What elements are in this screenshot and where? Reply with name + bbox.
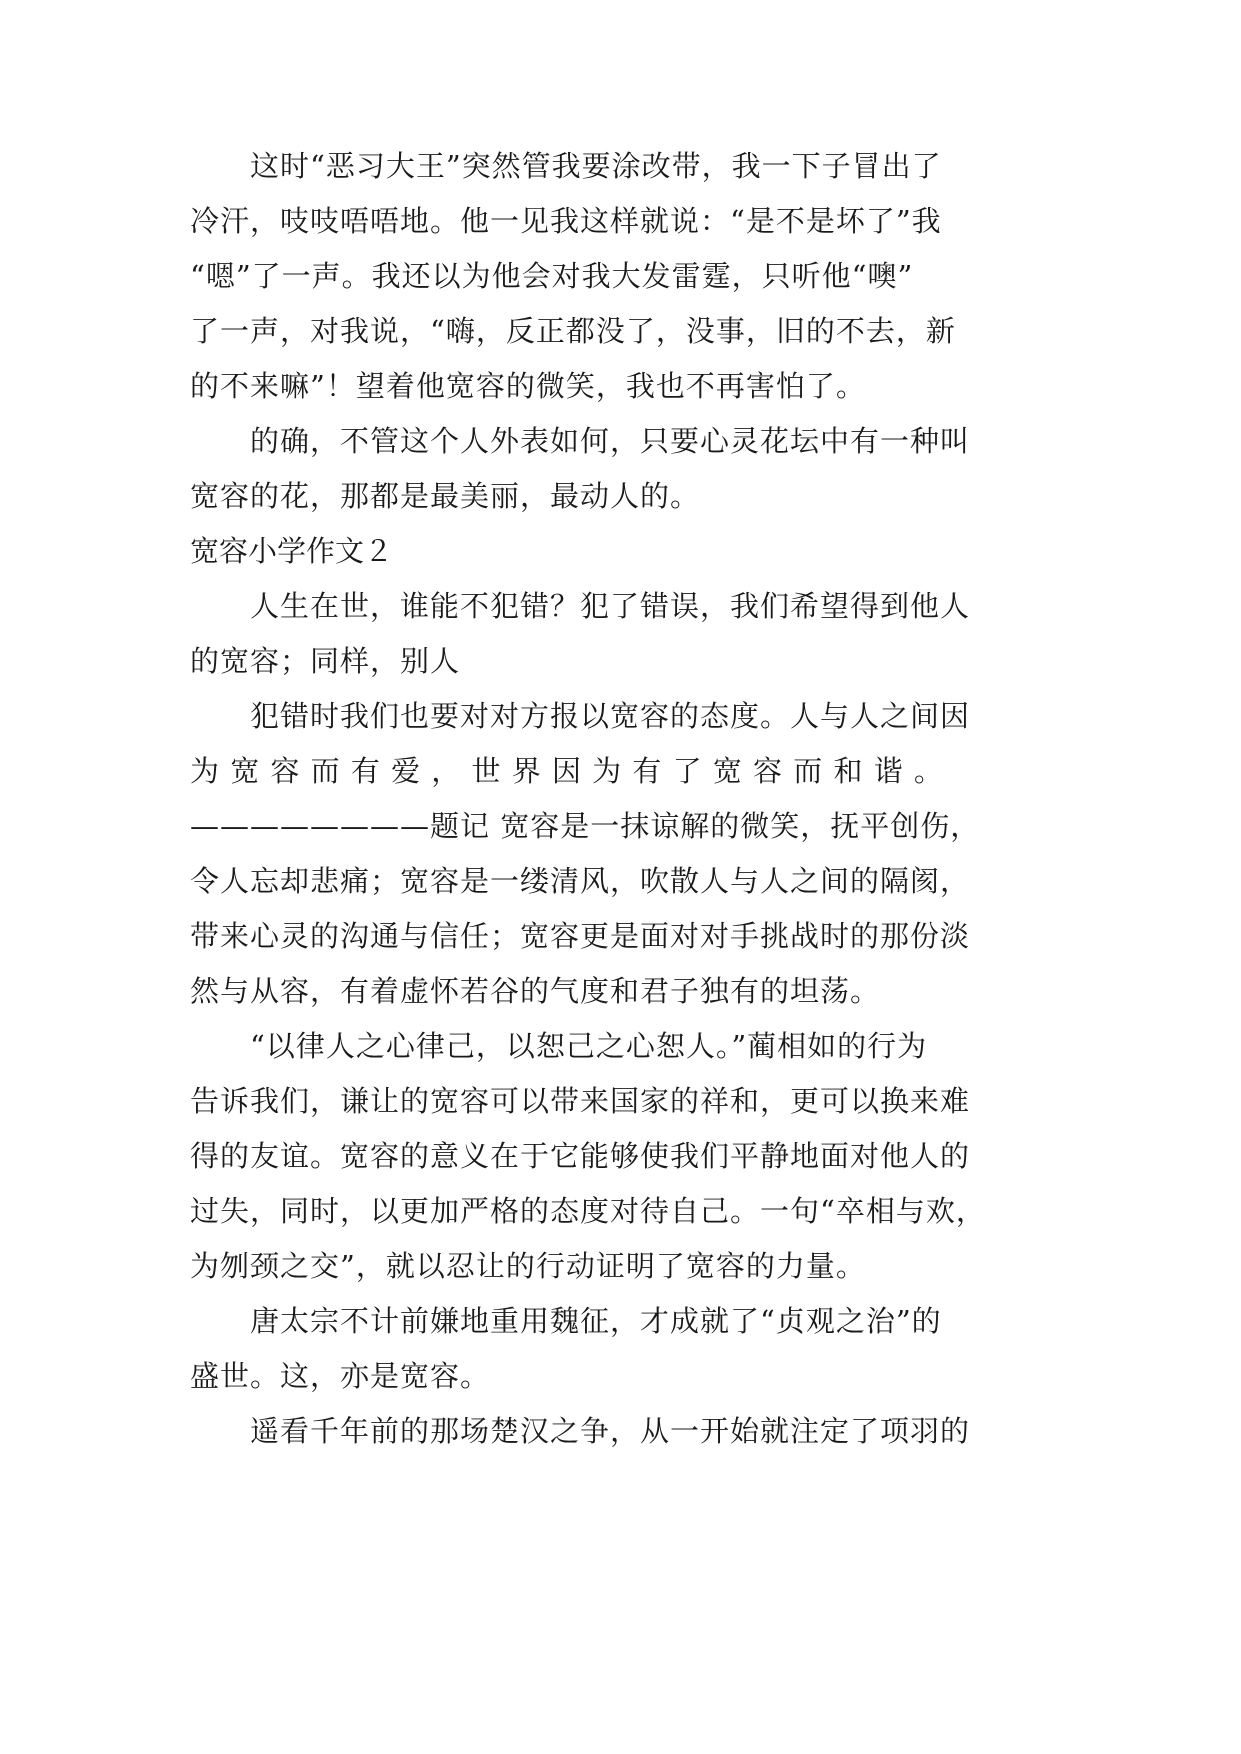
text-line: 盛世。这，亦是宽容。 bbox=[190, 1359, 491, 1393]
text-line: 冷汗，吱吱唔唔地。他一见我这样就说：“是不是坏了”我 bbox=[190, 204, 942, 238]
text-line: 带来心灵的沟通与信任；宽容更是面对对手挑战时的那份淡 bbox=[190, 919, 971, 953]
text-line: 为 宽 容 而 有 爱 ， 世 界 因 为 有 了 宽 容 而 和 谐 。 bbox=[190, 754, 944, 788]
text-line: 的不来嘛”！望着他宽容的微笑，我也不再害怕了。 bbox=[190, 369, 866, 403]
text-line: 令人忘却悲痛；宽容是一缕清风，吹散人与人之间的隔阂， bbox=[190, 864, 971, 898]
text-line: 然与从容，有着虚怀若谷的气度和君子独有的坦荡。 bbox=[190, 974, 881, 1008]
text-line: 遥看千年前的那场楚汉之争，从一开始就注定了项羽的 bbox=[250, 1414, 971, 1448]
text-line: 唐太宗不计前嫌地重用魏征，才成就了“贞观之治”的 bbox=[250, 1304, 942, 1338]
text-line: 告诉我们，谦让的宽容可以带来国家的祥和，更可以换来难 bbox=[190, 1084, 971, 1118]
text-line: 这时“恶习大王”突然管我要涂改带，我一下子冒出了 bbox=[250, 149, 942, 183]
text-line: 犯错时我们也要对对方报以宽容的态度。人与人之间因 bbox=[250, 699, 971, 733]
text-line: 为刎颈之交”，就以忍让的行动证明了宽容的力量。 bbox=[190, 1249, 866, 1283]
text-line: 的确，不管这个人外表如何，只要心灵花坛中有一种叫 bbox=[250, 424, 971, 458]
section-heading: 宽容小学作文２ bbox=[190, 534, 394, 568]
text-line: 的宽容；同样，别人 bbox=[190, 644, 461, 678]
text-line: 得的友谊。宽容的意义在于它能够使我们平静地面对他人的 bbox=[190, 1139, 971, 1173]
text-line: 宽容的花，那都是最美丽，最动人的。 bbox=[190, 479, 701, 513]
text-line: “以律人之心律己，以恕己之心恕人。”蔺相如的行为 bbox=[250, 1029, 928, 1063]
text-line: 了一声，对我说，“嗨，反正都没了，没事，旧的不去，新 bbox=[190, 314, 956, 348]
text-line: “嗯”了一声。我还以为他会对我大发雷霆，只听他“噢” bbox=[190, 259, 914, 293]
text-line: ————————题记 宽容是一抹谅解的微笑，抚平创伤， bbox=[190, 809, 981, 843]
text-line: 过失，同时，以更加严格的态度对待自己。一句“卒相与欢， bbox=[190, 1194, 986, 1228]
text-line: 人生在世，谁能不犯错？犯了错误，我们希望得到他人 bbox=[250, 589, 971, 623]
